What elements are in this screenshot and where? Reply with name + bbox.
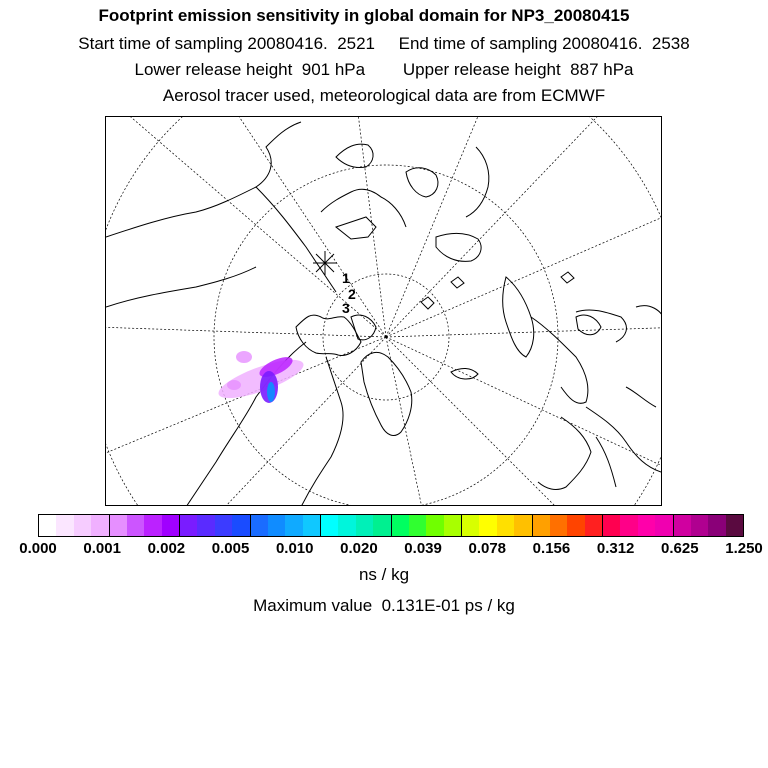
colorbar-segment bbox=[197, 515, 214, 536]
colorbar-segment bbox=[285, 515, 302, 536]
colorbar-tick-label: 0.625 bbox=[661, 540, 699, 557]
colorbar-segment bbox=[215, 515, 232, 536]
colorbar-segment bbox=[638, 515, 655, 536]
colorbar-segment bbox=[303, 515, 321, 536]
colorbar-segment bbox=[514, 515, 532, 536]
colorbar-tick-label: 0.312 bbox=[596, 540, 635, 557]
colorbar-segment bbox=[585, 515, 603, 536]
colorbar-segment bbox=[603, 515, 620, 536]
colorbar-segment bbox=[162, 515, 180, 536]
colorbar-tick-label: 0.039 bbox=[404, 540, 442, 557]
colorbar-unit-label: ns / kg bbox=[358, 565, 410, 584]
colorbar-segment bbox=[91, 515, 109, 536]
track-labels bbox=[342, 270, 356, 316]
colorbar-tick-label: 0.078 bbox=[468, 540, 507, 557]
colorbar-segment bbox=[550, 515, 567, 536]
colorbar-segment bbox=[497, 515, 514, 536]
colorbar-segment bbox=[462, 515, 479, 536]
colorbar-segment bbox=[620, 515, 637, 536]
coastlines bbox=[106, 122, 662, 506]
plume-outer bbox=[215, 352, 308, 405]
colorbar-segment bbox=[691, 515, 708, 536]
track-label-1: 1 bbox=[342, 270, 350, 286]
receptor-marker bbox=[313, 251, 337, 275]
colorbar-segment bbox=[268, 515, 285, 536]
colorbar-segment bbox=[321, 515, 338, 536]
sampling-time-line: Start time of sampling 20080416. 2521 End time of sampling 20080416. 2538 bbox=[78, 34, 690, 53]
colorbar-segment bbox=[655, 515, 673, 536]
colorbar-segment bbox=[444, 515, 462, 536]
plume-patch-2 bbox=[227, 380, 241, 390]
colorbar-tick-label: 0.005 bbox=[211, 540, 250, 557]
maximum-value-label: Maximum value 0.131E-01 ps / kg bbox=[253, 596, 515, 615]
colorbar-tick-label: 0.010 bbox=[275, 540, 314, 557]
tracer-info-line: Aerosol tracer used, meteorological data are from ECMWF bbox=[162, 86, 606, 105]
colorbar-segment bbox=[373, 515, 391, 536]
colorbar-segment bbox=[144, 515, 161, 536]
colorbar-segment bbox=[56, 515, 73, 536]
colorbar-segment bbox=[533, 515, 550, 536]
colorbar-tick-label: 0.001 bbox=[83, 540, 121, 557]
colorbar-segment bbox=[409, 515, 426, 536]
colorbar-segment bbox=[726, 515, 743, 536]
release-height-line: Lower release height 901 hPa Upper release height 887 hPa bbox=[134, 60, 634, 79]
colorbar-segment bbox=[356, 515, 373, 536]
plume-max bbox=[267, 382, 275, 402]
plume-patch-1 bbox=[236, 351, 252, 363]
colorbar-segment bbox=[708, 515, 725, 536]
polar-map bbox=[106, 117, 662, 506]
colorbar-tick-label: 0.156 bbox=[532, 540, 571, 557]
map-title: Footprint emission sensitivity in global domain for NP3_20080415 bbox=[98, 6, 630, 25]
map-panel bbox=[105, 116, 662, 506]
colorbar-segment bbox=[74, 515, 91, 536]
track-label-2: 2 bbox=[348, 286, 356, 302]
colorbar-segment bbox=[180, 515, 197, 536]
colorbar-segment bbox=[127, 515, 144, 536]
colorbar-segment bbox=[232, 515, 250, 536]
colorbar-tick-label: 0.002 bbox=[147, 540, 186, 557]
colorbar bbox=[38, 514, 744, 537]
colorbar-tick-label: 0.020 bbox=[340, 540, 378, 557]
colorbar-tick-labels bbox=[0, 540, 768, 560]
colorbar-segment bbox=[251, 515, 268, 536]
colorbar-segment bbox=[426, 515, 443, 536]
track-label-3: 3 bbox=[342, 300, 350, 316]
footprint-plume bbox=[215, 351, 308, 406]
colorbar-segment bbox=[392, 515, 409, 536]
colorbar-segment bbox=[338, 515, 355, 536]
colorbar-tick-label: 0.000 bbox=[19, 540, 57, 557]
colorbar-segment bbox=[567, 515, 584, 536]
colorbar-segment bbox=[674, 515, 691, 536]
colorbar-segment bbox=[110, 515, 127, 536]
colorbar-segment bbox=[479, 515, 496, 536]
colorbar-tick-label: 1.250 bbox=[725, 540, 763, 557]
colorbar-segment bbox=[39, 515, 56, 536]
